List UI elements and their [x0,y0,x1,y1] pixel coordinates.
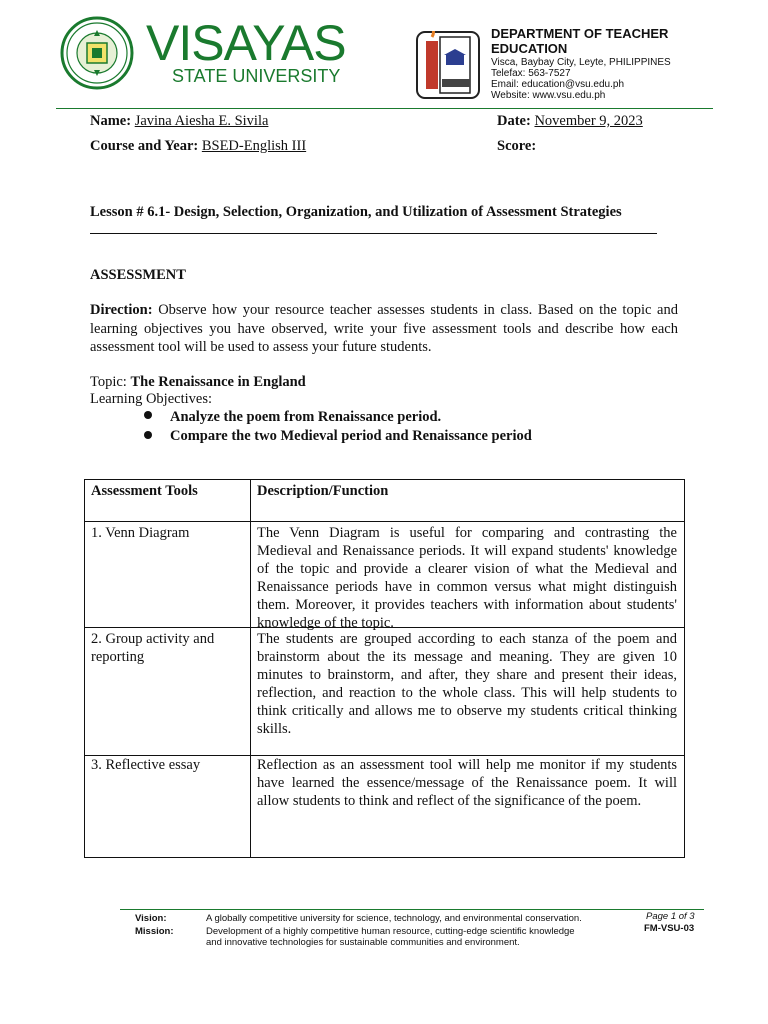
objectives-label: Learning Objectives: [90,391,212,407]
department-email: Email: education@vsu.edu.ph [491,79,625,90]
department-title: DEPARTMENT OF TEACHER EDUCATION [491,26,669,56]
table-cell-tool: 1. Venn Diagram [91,525,190,541]
department-logo [416,31,480,99]
date-label: Date: [497,113,531,129]
mission-text-line-1: Development of a highly competitive human resource, cutting-edge scientific knowledge [206,926,575,937]
table-row-divider [85,521,684,522]
table-cell-tool: 2. Group activity and reporting [91,631,215,665]
department-telefax: Telefax: 563-7527 [491,68,571,79]
name-value: Javina Aiesha E. Sivila [134,113,269,129]
date-value: November 9, 2023 [534,113,643,129]
score-label: Score: [497,138,537,154]
page-number: Page 1 of 3 [646,911,695,922]
table-cell-tool: 3. Reflective essay [91,757,201,773]
objective-item: Compare the two Medieval period and Renaissance period [170,428,532,444]
table-header-description: Description/Function [257,483,389,499]
date-row [497,112,643,130]
direction-label: Direction: [90,302,153,318]
assessment-heading: ASSESSMENT [90,267,186,283]
vision-text: A globally competitive university for science, technology, and environmental conservation. [206,913,582,924]
table-column-divider [250,480,251,857]
lesson-title: Lesson # 6.1- Design, Selection, Organization, and Utilization of Assessment Strategies [90,204,622,220]
university-seal-logo [60,16,134,90]
table-cell-description: The Venn Diagram is useful for comparing and contrasting the Medieval and Renaissance periods. It will expand students' knowledge of the topic and provide a clearer vision of what the Medieval and Renaissance periods have in common versus what might distinguish them. Moreover, it provides teachers with information about students' knowledge of the topic. [257,525,677,631]
name-row [90,112,268,130]
bullet-icon [144,411,152,419]
mission-text-line-2: and innovative technologies for sustainable communities and environment. [206,937,520,948]
lesson-underline [90,233,657,234]
objective-item: Analyze the poem from Renaissance period. [170,409,442,425]
course-row [90,137,306,155]
table-header-tools: Assessment Tools [91,483,198,499]
university-subtitle: STATE UNIVERSITY [172,66,341,86]
vision-label: Vision: [135,913,167,924]
table-cell-description: Reflection as an assessment tool will help me monitor if my students have learned the essence/message of the Renaissance poem. It will allow students to think and reflect of the significance of the poem. [257,757,677,809]
topic-row [90,373,306,391]
name-label: Name: [90,113,132,129]
mission-label: Mission: [135,926,174,937]
bullet-icon [144,431,152,439]
department-address: Visca, Baybay City, Leyte, PHILIPPINES [491,57,671,68]
direction-text: Observe how your resource teacher assesses students in class. Based on the topic and learning objectives you have observed, write your five assessment tools and describe how each assessment tool will be used to assess your future students. [90,302,678,355]
form-code: FM-VSU-03 [644,923,695,934]
topic-value: The Renaissance in England [130,374,306,390]
table-cell-description: The students are grouped according to each stanza of the poem and brainstorm about the its message and meaning. They are given 10 minutes to brainstorm, and after, they share and present their ideas, reflection, and reaction to the whole class. This will help students to think critically and allows me to observe my students critical thinking skills. [257,631,677,737]
course-label: Course and Year: [90,138,199,154]
topic-label: Topic: [90,374,127,390]
department-website: Website: www.vsu.edu.ph [491,90,606,101]
assessment-table [84,479,685,858]
direction-paragraph [90,301,678,357]
course-value: BSED-English III [201,138,307,154]
university-name: VISAYAS [146,15,346,71]
footer-divider [120,909,704,910]
header-divider [56,108,713,109]
